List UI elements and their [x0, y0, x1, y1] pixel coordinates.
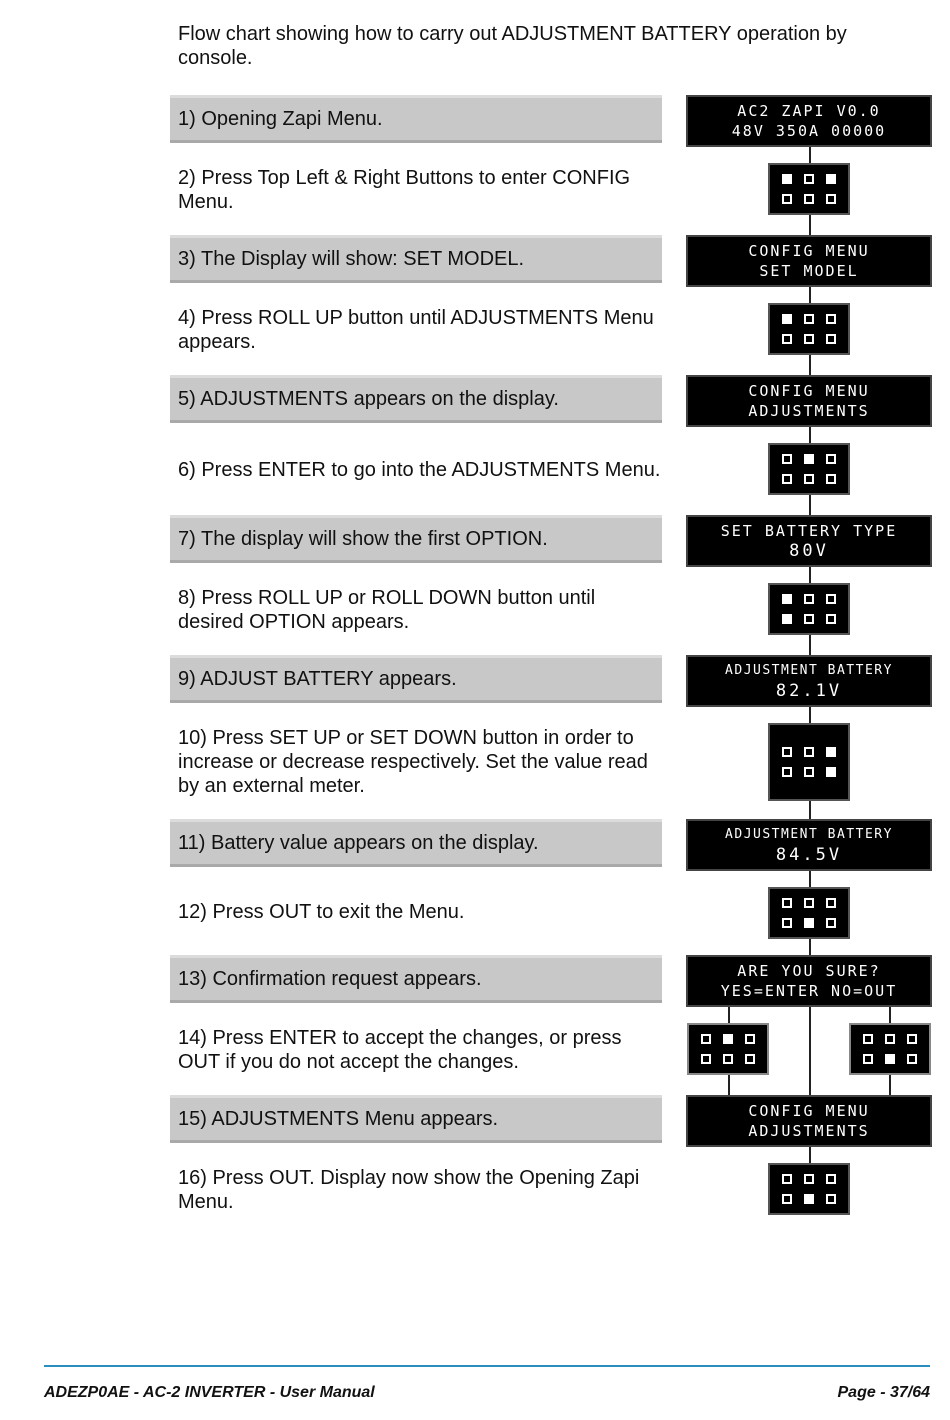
lcd-line-1: CONFIG MENU	[748, 242, 870, 260]
pressed-button-icon	[782, 614, 792, 624]
pressed-button-icon	[782, 314, 792, 324]
step-6: 6) Press ENTER to go into the ADJUSTMENTS Menu.	[178, 459, 661, 481]
button-icon	[885, 1034, 895, 1044]
lcd-line-1: SET BATTERY TYPE	[720, 522, 898, 540]
keypad	[768, 163, 850, 215]
pressed-button-icon	[885, 1054, 895, 1064]
pressed-button-icon	[723, 1034, 733, 1044]
pressed-button-icon	[804, 918, 814, 928]
page-number: Page - 37/64	[837, 1384, 930, 1401]
lcd-line-2: ADJUSTMENTS	[748, 1122, 870, 1140]
lcd-line-2: YES=ENTER NO=OUT	[720, 982, 898, 1000]
button-icon	[804, 767, 814, 777]
step-9: 9) ADJUST BATTERY appears.	[170, 655, 662, 703]
button-icon	[782, 194, 792, 204]
button-icon	[826, 454, 836, 464]
pressed-button-icon	[804, 1194, 814, 1204]
lcd-line-1: ARE YOU SURE?	[737, 962, 881, 980]
button-icon	[863, 1054, 873, 1064]
lcd-line-1: ADJUSTMENT BATTERY	[725, 827, 893, 842]
pressed-button-icon	[826, 747, 836, 757]
lcd-display	[686, 515, 932, 567]
button-icon	[782, 1174, 792, 1184]
step-3: 3) The Display will show: SET MODEL.	[170, 235, 662, 283]
button-icon	[804, 1174, 814, 1184]
lcd-line-2: SET MODEL	[759, 262, 859, 280]
button-icon	[804, 174, 814, 184]
keypad	[768, 583, 850, 635]
step-5: 5) ADJUSTMENTS appears on the display.	[170, 375, 662, 423]
lcd-display	[686, 955, 932, 1007]
step-10: 10) Press SET UP or SET DOWN button in order to increase or decrease respectively. Set the value read by an external meter.	[178, 727, 648, 797]
lcd-display	[686, 655, 932, 707]
button-icon	[701, 1054, 711, 1064]
step-12: 12) Press OUT to exit the Menu.	[178, 901, 465, 923]
button-icon	[826, 314, 836, 324]
pressed-button-icon	[782, 174, 792, 184]
keypad-enter	[687, 1023, 769, 1075]
footer-title: ADEZP0AE - AC-2 INVERTER - User Manual	[44, 1384, 375, 1401]
button-icon	[782, 767, 792, 777]
lcd-line-2: 80V	[789, 541, 829, 561]
button-icon	[804, 194, 814, 204]
step-7: 7) The display will show the first OPTION.	[170, 515, 662, 563]
button-icon	[863, 1034, 873, 1044]
button-icon	[826, 194, 836, 204]
pressed-button-icon	[826, 174, 836, 184]
button-icon	[826, 334, 836, 344]
button-icon	[804, 474, 814, 484]
button-icon	[782, 898, 792, 908]
button-icon	[826, 918, 836, 928]
step-1: 1) Opening Zapi Menu.	[170, 95, 662, 143]
keypad	[768, 1163, 850, 1215]
lcd-display	[686, 95, 932, 147]
pressed-button-icon	[804, 454, 814, 464]
lcd-line-2: ADJUSTMENTS	[748, 402, 870, 420]
keypad	[768, 443, 850, 495]
button-icon	[782, 454, 792, 464]
button-icon	[804, 314, 814, 324]
button-icon	[826, 474, 836, 484]
step-15: 15) ADJUSTMENTS Menu appears.	[170, 1095, 662, 1143]
step-14: 14) Press ENTER to accept the changes, or press OUT if you do not accept the changes.	[178, 1027, 622, 1073]
button-icon	[804, 898, 814, 908]
step-13: 13) Confirmation request appears.	[170, 955, 662, 1003]
step-2: 2) Press Top Left & Right Buttons to enter CONFIG Menu.	[178, 167, 631, 213]
button-icon	[701, 1034, 711, 1044]
keypad-out	[849, 1023, 931, 1075]
pressed-button-icon	[782, 594, 792, 604]
lcd-line-2: 48V 350A 00000	[731, 122, 887, 140]
button-icon	[804, 747, 814, 757]
button-icon	[782, 747, 792, 757]
lcd-line-1: ADJUSTMENT BATTERY	[725, 663, 893, 678]
lcd-line-1: CONFIG MENU	[748, 1102, 870, 1120]
lcd-display	[686, 819, 932, 871]
button-icon	[804, 334, 814, 344]
button-icon	[826, 614, 836, 624]
button-icon	[782, 1194, 792, 1204]
button-icon	[782, 334, 792, 344]
pressed-button-icon	[826, 767, 836, 777]
lcd-display	[686, 1095, 932, 1147]
button-icon	[804, 594, 814, 604]
button-icon	[723, 1054, 733, 1064]
keypad	[768, 723, 850, 801]
button-icon	[782, 474, 792, 484]
keypad	[768, 303, 850, 355]
button-icon	[826, 1174, 836, 1184]
step-11: 11) Battery value appears on the display.	[170, 819, 662, 867]
step-8: 8) Press ROLL UP or ROLL DOWN button until desired OPTION appears.	[178, 587, 596, 633]
button-icon	[745, 1034, 755, 1044]
button-icon	[745, 1054, 755, 1064]
button-icon	[826, 594, 836, 604]
footer-rule	[44, 1365, 930, 1367]
button-icon	[826, 1194, 836, 1204]
lcd-display	[686, 375, 932, 427]
lcd-line-2: 84.5V	[775, 845, 843, 865]
lcd-line-1: AC2 ZAPI V0.0	[737, 102, 881, 120]
button-icon	[907, 1054, 917, 1064]
button-icon	[782, 918, 792, 928]
button-icon	[804, 614, 814, 624]
lcd-line-1: CONFIG MENU	[748, 382, 870, 400]
intro-text: Flow chart showing how to carry out ADJUSTMENT BATTERY operation by console.	[178, 23, 847, 69]
lcd-line-2: 82.1V	[775, 681, 843, 701]
step-4: 4) Press ROLL UP button until ADJUSTMENTS Menu appears.	[178, 307, 654, 353]
button-icon	[826, 898, 836, 908]
button-icon	[907, 1034, 917, 1044]
step-16: 16) Press OUT. Display now show the Opening Zapi Menu.	[178, 1167, 640, 1213]
keypad	[768, 887, 850, 939]
lcd-display	[686, 235, 932, 287]
